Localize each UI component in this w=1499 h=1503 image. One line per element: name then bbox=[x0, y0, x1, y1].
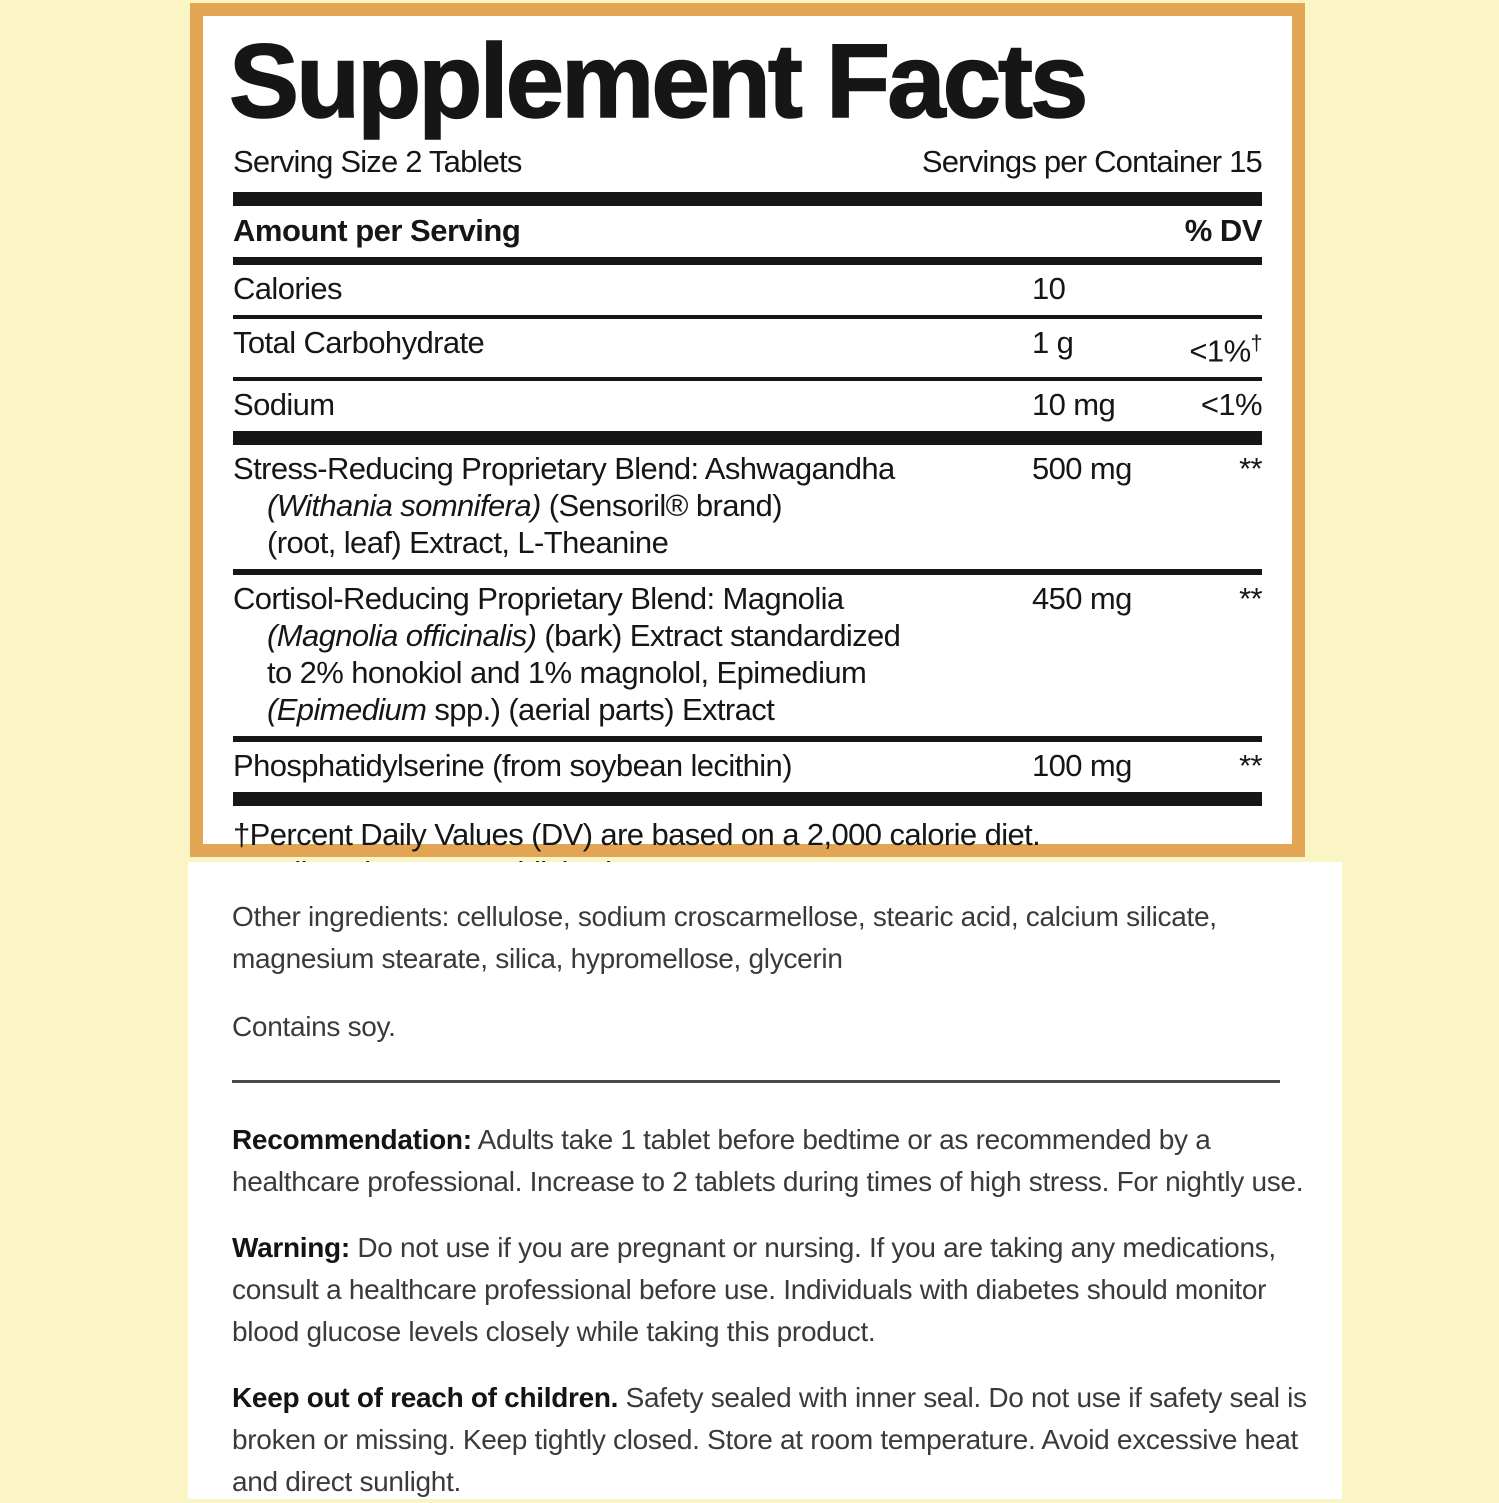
panel-title: Supplement Facts bbox=[229, 23, 1086, 140]
nutrient-name: Total Carbohydrate bbox=[233, 324, 485, 360]
blend-amount: 500 mg bbox=[1032, 451, 1132, 487]
nutrient-amount: 10 mg bbox=[1032, 387, 1116, 423]
warning-paragraph bbox=[232, 1227, 1312, 1353]
nutrient-amount: 1 g bbox=[1032, 324, 1074, 360]
blend-dv: ** bbox=[1239, 748, 1262, 784]
nutrient-rows bbox=[233, 265, 1262, 431]
blend-row bbox=[233, 742, 1262, 792]
dv-footnote: †Percent Daily Values (DV) are based on a 2,000 calorie diet. bbox=[233, 817, 1041, 853]
amount-per-serving-header: Amount per Serving bbox=[233, 212, 521, 248]
divider-thick-bar bbox=[233, 792, 1262, 806]
dagger-superscript: † bbox=[1250, 329, 1262, 355]
column-header-row bbox=[233, 206, 1262, 257]
blend-amount: 450 mg bbox=[1032, 581, 1132, 617]
nutrient-name: Sodium bbox=[233, 387, 335, 423]
keep-out-of-reach-lead: Keep out of reach of children. bbox=[232, 1382, 619, 1413]
serving-size: Serving Size 2 Tablets bbox=[233, 143, 522, 179]
nutrient-name: Calories bbox=[233, 270, 342, 306]
divider-medium-bar bbox=[233, 257, 1262, 265]
blend-main-line: Stress-Reducing Proprietary Blend: Ashwagandha bbox=[233, 451, 895, 487]
blend-sub-line bbox=[233, 654, 1032, 691]
section-divider-rule bbox=[232, 1080, 1280, 1083]
blend-row bbox=[233, 445, 1262, 569]
blend-description bbox=[233, 580, 1032, 728]
recommendation-text: Adults take 1 tablet before bedtime or as recommended by a healthcare professional. Increase to 2 tablets during times of high stress. For nightly use. bbox=[232, 1124, 1304, 1197]
nutrient-row bbox=[233, 265, 1262, 315]
latin-name-italic: (Withania somnifera) bbox=[267, 488, 541, 524]
text-segment: to 2% honokiol and 1% magnolol, Epimedium bbox=[267, 655, 867, 691]
keep-out-of-reach-paragraph bbox=[232, 1377, 1312, 1503]
latin-name-italic: (Epimedium bbox=[267, 692, 427, 728]
supplement-facts-panel bbox=[190, 3, 1305, 857]
divider-thick-bar bbox=[233, 431, 1262, 445]
serving-info-row bbox=[233, 144, 1262, 180]
text-segment: (root, leaf) Extract, L-Theanine bbox=[267, 525, 669, 561]
warning-lead: Warning: bbox=[232, 1232, 350, 1263]
nutrient-row bbox=[233, 319, 1262, 377]
blend-main-line: Phosphatidylserine (from soybean lecithin) bbox=[233, 748, 792, 784]
blend-sub-line bbox=[233, 617, 1032, 654]
blend-dv: ** bbox=[1239, 581, 1262, 617]
blend-sub-line bbox=[233, 691, 1032, 728]
blend-sub-line bbox=[233, 487, 1032, 524]
text-segment: spp.) (aerial parts) Extract bbox=[426, 692, 775, 728]
blend-main-line: Cortisol-Reducing Proprietary Blend: Magnolia bbox=[233, 581, 844, 617]
nutrient-dv: <1% bbox=[1200, 387, 1262, 423]
blend-sub-line bbox=[233, 524, 1032, 561]
blend-row bbox=[233, 575, 1262, 736]
text-segment: (Sensoril® brand) bbox=[540, 488, 782, 524]
servings-per-container: Servings per Container 15 bbox=[921, 143, 1262, 179]
other-ingredients-text: Other ingredients: cellulose, sodium croscarmellose, stearic acid, calcium silicate, magnesium stearate, silica, hypromellose, glycerin bbox=[232, 901, 1217, 974]
warning-text: Do not use if you are pregnant or nursing. If you are taking any medications, consult a healthcare professional before use. Individuals with diabetes should monitor blood glucose levels closely while taking this product. bbox=[232, 1232, 1276, 1347]
blend-description bbox=[233, 450, 1032, 561]
additional-info-section bbox=[188, 862, 1342, 1499]
contains-allergen-text: Contains soy. bbox=[232, 1011, 396, 1042]
recommendation-paragraph bbox=[232, 1119, 1312, 1203]
nutrient-dv: <1%† bbox=[1189, 329, 1262, 369]
recommendation-lead: Recommendation: bbox=[232, 1124, 472, 1155]
blend-dv: ** bbox=[1239, 451, 1262, 487]
keep-out-of-reach-text: Safety sealed with inner seal. Do not use if safety seal is broken or missing. Keep tightly closed. Store at room temperature. Avoid excessive heat and direct sunlight. bbox=[232, 1382, 1307, 1497]
nutrient-amount: 10 bbox=[1032, 270, 1066, 306]
latin-name-italic: (Magnolia officinalis) bbox=[267, 618, 537, 654]
divider-thick-bar bbox=[233, 192, 1262, 206]
proprietary-blend-rows bbox=[233, 445, 1262, 792]
nutrient-dv bbox=[1182, 271, 1262, 307]
nutrient-row bbox=[233, 381, 1262, 431]
text-segment: (bark) Extract standardized bbox=[536, 618, 901, 654]
blend-amount: 100 mg bbox=[1032, 748, 1132, 784]
blend-description bbox=[233, 747, 1032, 784]
percent-dv-header: % DV bbox=[1184, 212, 1262, 248]
